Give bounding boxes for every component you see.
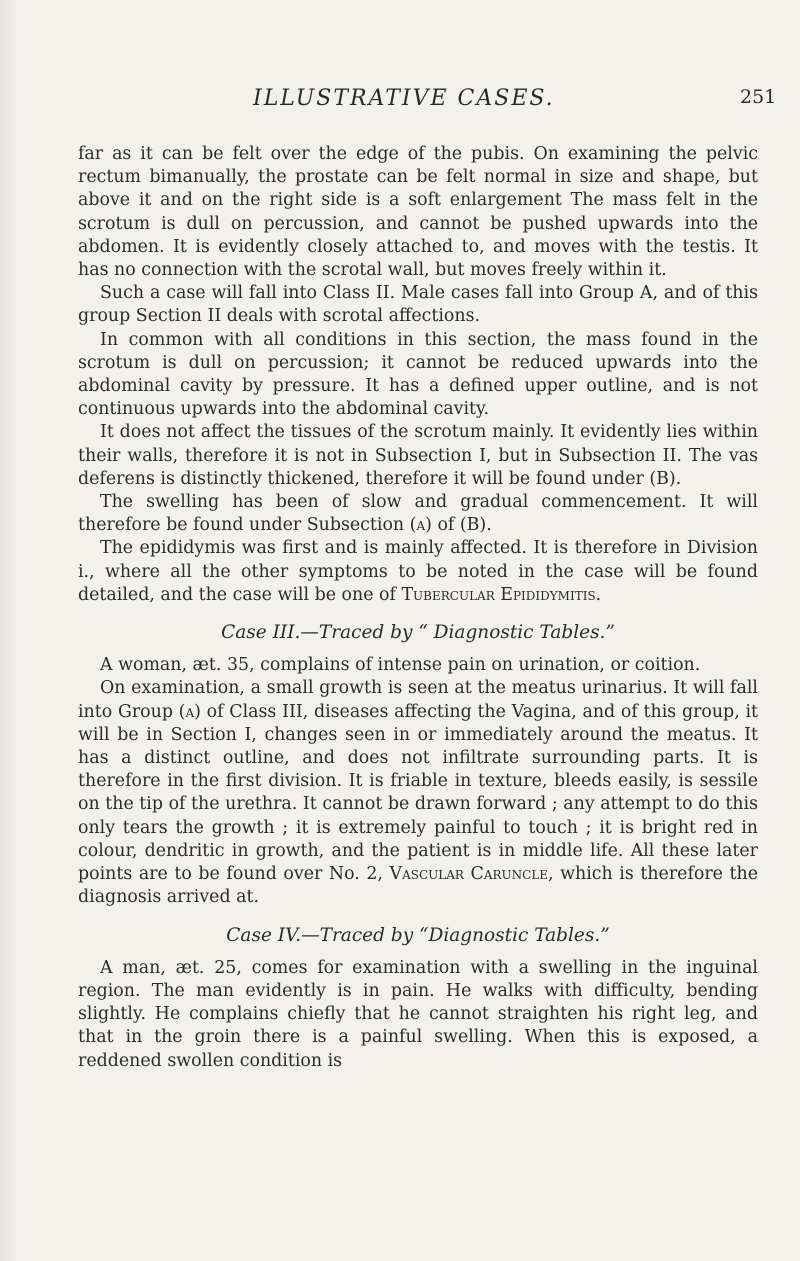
paragraph: Such a case will fall into Class II. Male cases fall into Group A, and of this group Section II deals with scrotal affections. — [78, 283, 758, 327]
paragraph: A woman, æt. 35, complains of intense pain on urination, or coition. — [100, 655, 701, 676]
diagnosis-term: Vascular Caruncle, — [389, 864, 554, 885]
page-gutter-shadow — [0, 0, 18, 1261]
paragraph: In common with all conditions in this section, the mass found in the scrotum is dull on percussion; it cannot be reduced upwards into the abdominal cavity by pressure. It has a defined upper outline, and is not continuous upwards into the abdominal cavity. — [78, 329, 758, 420]
page-number: 251 — [740, 86, 777, 108]
running-header — [0, 86, 800, 116]
paragraph — [78, 677, 758, 909]
text-run: The epididymis was first and is mainly affected. It is therefore in Division i., where all the other symptoms to be noted in the case will be found detailed, and the case will be one of — [78, 538, 758, 605]
paragraph: far as it can be felt over the edge of the pubis. On examining the pelvic rectum bimanually, the prostate can be felt normal in size and shape, but above it and on the right side is a soft enlargement The mass felt in the scrotum is dull on percussion, and cannot be pushed upwards into the abdomen. It is evidently closely attached to, and moves with the testis. It has no connection with the scrotal wall, but moves freely within it. — [78, 144, 758, 281]
paragraph — [78, 491, 758, 537]
text-run: which is therefore the diagnosis arrived at. — [78, 864, 759, 908]
small-caps-text: a — [185, 701, 195, 722]
case-heading: Case IV.—Traced by “Diagnostic Tables.” — [226, 924, 610, 946]
text-run: On examination, a small growth is seen at the meatus urinarius. It will fall into Group ( — [78, 678, 758, 722]
text-run: The swelling has been of slow and gradual commencement. It will therefore be found under Subsection ( — [78, 492, 758, 536]
paragraph: It does not affect the tissues of the scrotum mainly. It evidently lies within their walls, therefore it is not in Subsection I, but in Subsection II. The vas deferens is distinctly thickened, therefore it will be found under (B). — [78, 422, 758, 489]
body-text — [78, 143, 758, 1073]
small-caps-text: a — [416, 515, 426, 536]
text-run: ) of Class III, diseases affecting the Vagina, and of this group, it will be in Section I, changes seen in or immediately around the meatus. It has a distinct outline, and does not infiltrate surrounding parts. It is therefore in the first division. It is friable in texture, bleeds easily, is sessile on the tip of the urethra. It cannot be drawn forward ; any attempt to do this only tears the growth ; it is extremely painful to touch ; it is bright red in colour, dendritic in growth, and the patient is in middle life. All these later points are to be found over No. 2, — [78, 701, 758, 885]
text-run: ) of (B). — [425, 515, 492, 536]
diagnosis-term: Tubercular Epididymitis. — [401, 584, 602, 605]
case-heading: Case III.—Traced by “ Diagnostic Tables.” — [221, 622, 615, 644]
paragraph — [78, 537, 758, 607]
paragraph: A man, æt. 25, comes for examination with a swelling in the inguinal region. The man evidently is in pain. He walks with difficulty, bending slightly. He complains chiefly that he cannot straighten his right leg, and that in the groin there is a painful swelling. When this is exposed, a reddened swollen condition is — [78, 957, 758, 1071]
running-title: ILLUSTRATIVE CASES. — [253, 86, 555, 111]
